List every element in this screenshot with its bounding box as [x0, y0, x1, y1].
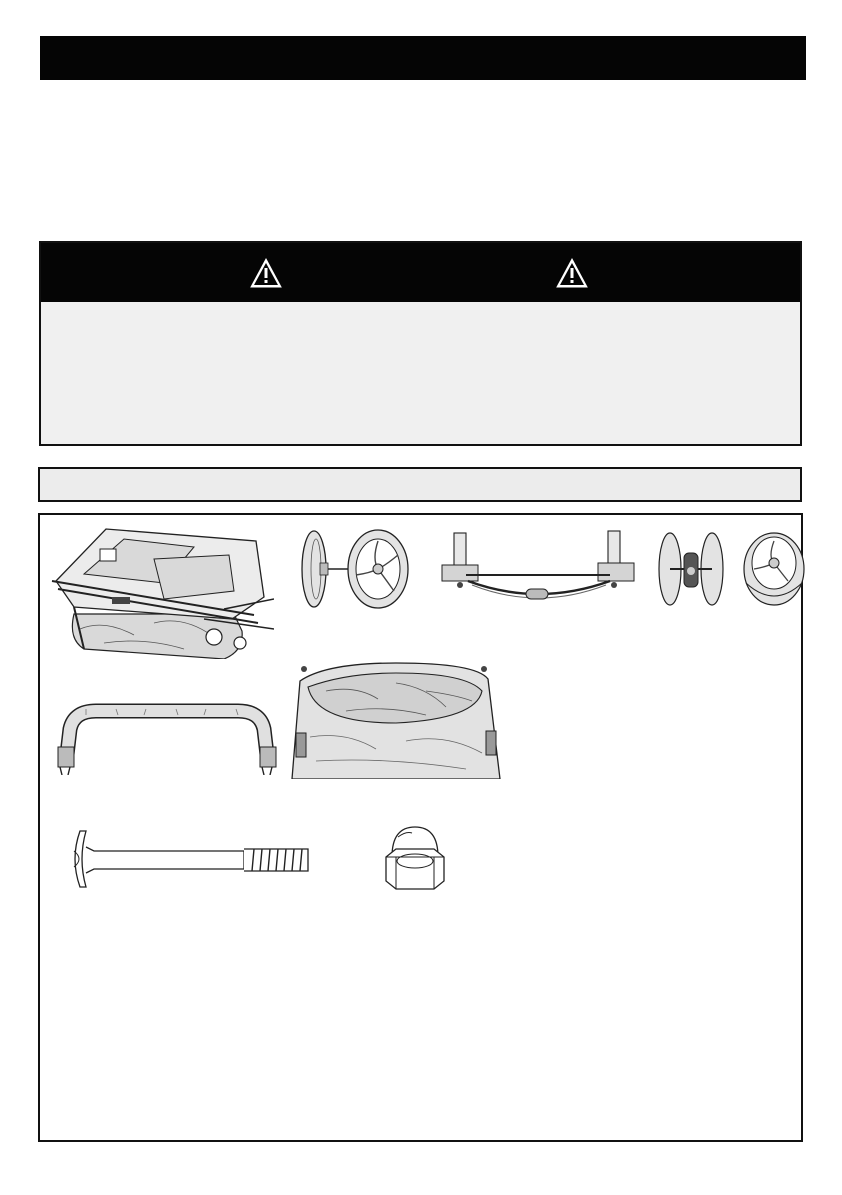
bumper-bar-illustration	[56, 703, 278, 775]
parts-box	[38, 513, 803, 1142]
canopy-illustration	[286, 661, 508, 779]
warning-triangle-icon	[555, 257, 589, 289]
rear-axle-illustration	[438, 527, 638, 613]
parts-list-header	[38, 467, 802, 502]
warning-triangle-icon	[249, 257, 283, 289]
front-wheel-assembly-illustration	[656, 531, 806, 611]
rear-wheels-illustration	[298, 529, 416, 611]
warning-header	[41, 243, 800, 302]
title-bar	[40, 36, 806, 80]
cap-nut-illustration	[382, 823, 448, 893]
warning-box	[39, 241, 802, 446]
folded-stroller-illustration	[44, 519, 274, 659]
bolt-illustration	[68, 829, 314, 891]
